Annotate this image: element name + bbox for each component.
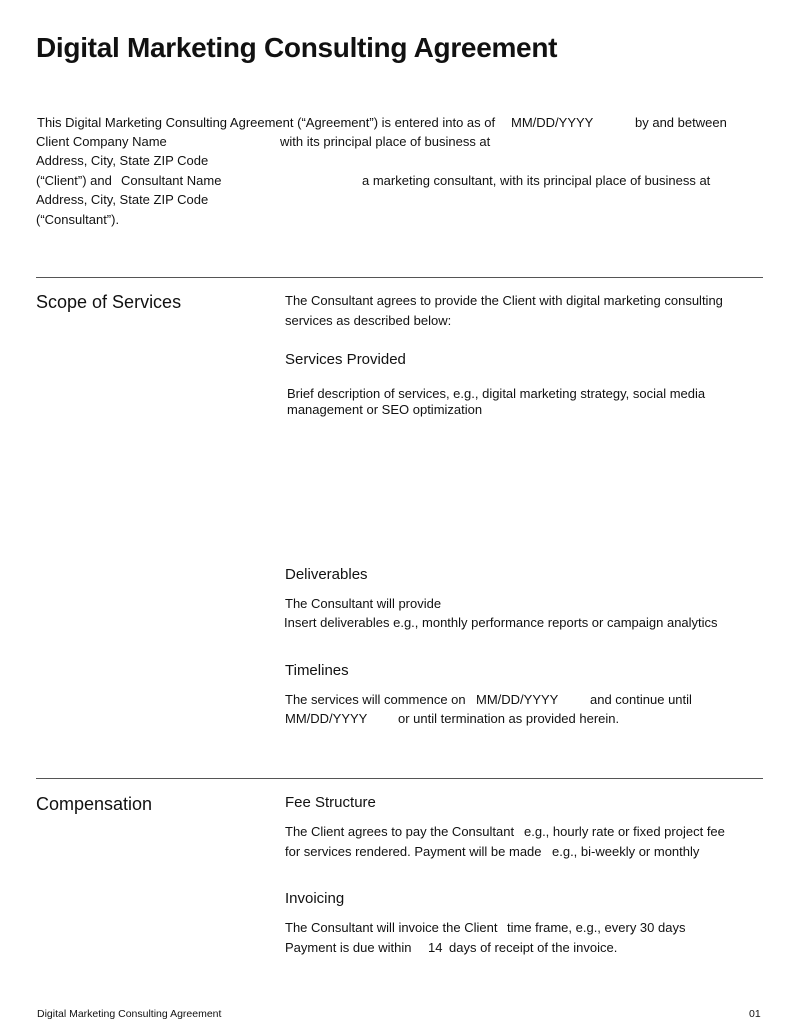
start-date-field[interactable]: MM/DD/YYYY bbox=[476, 692, 559, 707]
deliverables-field[interactable]: Insert deliverables e.g., monthly performance reports or campaign analytics bbox=[284, 615, 718, 630]
intro-text: with its principal place of business at bbox=[280, 134, 491, 149]
page-number: 01 bbox=[749, 1008, 761, 1020]
invoicing-text: Payment is due within bbox=[285, 940, 412, 955]
subheading: Deliverables bbox=[285, 566, 368, 583]
payment-days-field[interactable]: 14 bbox=[428, 940, 443, 955]
intro-text: by and between bbox=[635, 115, 727, 130]
timelines-text: and continue until bbox=[590, 692, 692, 707]
subheading: Fee Structure bbox=[285, 794, 376, 811]
fee-field[interactable]: e.g., hourly rate or fixed project fee bbox=[524, 824, 725, 839]
scope-text: services as described below: bbox=[285, 313, 452, 328]
divider bbox=[36, 778, 763, 779]
consultant-address-field[interactable]: Address, City, State ZIP Code bbox=[36, 192, 209, 207]
section-heading: Scope of Services bbox=[36, 292, 182, 312]
invoicing-text: days of receipt of the invoice. bbox=[449, 940, 618, 955]
deliverables-text: The Consultant will provide bbox=[285, 596, 442, 611]
fee-text: for services rendered. Payment will be made bbox=[285, 844, 542, 859]
footer-title: Digital Marketing Consulting Agreement bbox=[37, 1008, 222, 1020]
invoice-timeframe-field[interactable]: time frame, e.g., every 30 days bbox=[507, 920, 686, 935]
consultant-name-field[interactable]: Consultant Name bbox=[121, 173, 222, 188]
client-address-field[interactable]: Address, City, State ZIP Code bbox=[36, 153, 209, 168]
end-date-field[interactable]: MM/DD/YYYY bbox=[285, 711, 368, 726]
subheading: Invoicing bbox=[285, 890, 345, 907]
page-title: Digital Marketing Consulting Agreement bbox=[36, 32, 558, 63]
intro-text: (“Client”) and bbox=[36, 173, 112, 188]
payment-frequency-field[interactable]: e.g., bi-weekly or monthly bbox=[552, 844, 700, 859]
divider bbox=[36, 277, 763, 278]
intro-text: (“Consultant”). bbox=[36, 212, 120, 227]
timelines-text: The services will commence on bbox=[285, 692, 466, 707]
services-line: management or SEO optimization bbox=[287, 402, 483, 417]
intro-text: a marketing consultant, with its principal place of business at bbox=[362, 173, 711, 188]
fee-text: The Client agrees to pay the Consultant bbox=[285, 824, 515, 839]
timelines-text: or until termination as provided herein. bbox=[398, 711, 620, 726]
subheading: Timelines bbox=[285, 662, 349, 679]
scope-text: The Consultant agrees to provide the Client with digital marketing consulting bbox=[285, 293, 723, 308]
client-name-field[interactable]: Client Company Name bbox=[36, 134, 167, 149]
section-heading: Compensation bbox=[36, 794, 153, 814]
agreement-date-field[interactable]: MM/DD/YYYY bbox=[511, 115, 594, 130]
subheading: Services Provided bbox=[285, 351, 406, 368]
invoicing-text: The Consultant will invoice the Client bbox=[285, 920, 498, 935]
intro-text: This Digital Marketing Consulting Agreement (“Agreement”) is entered into as of bbox=[37, 115, 496, 130]
services-line: Brief description of services, e.g., digital marketing strategy, social media bbox=[287, 386, 706, 401]
